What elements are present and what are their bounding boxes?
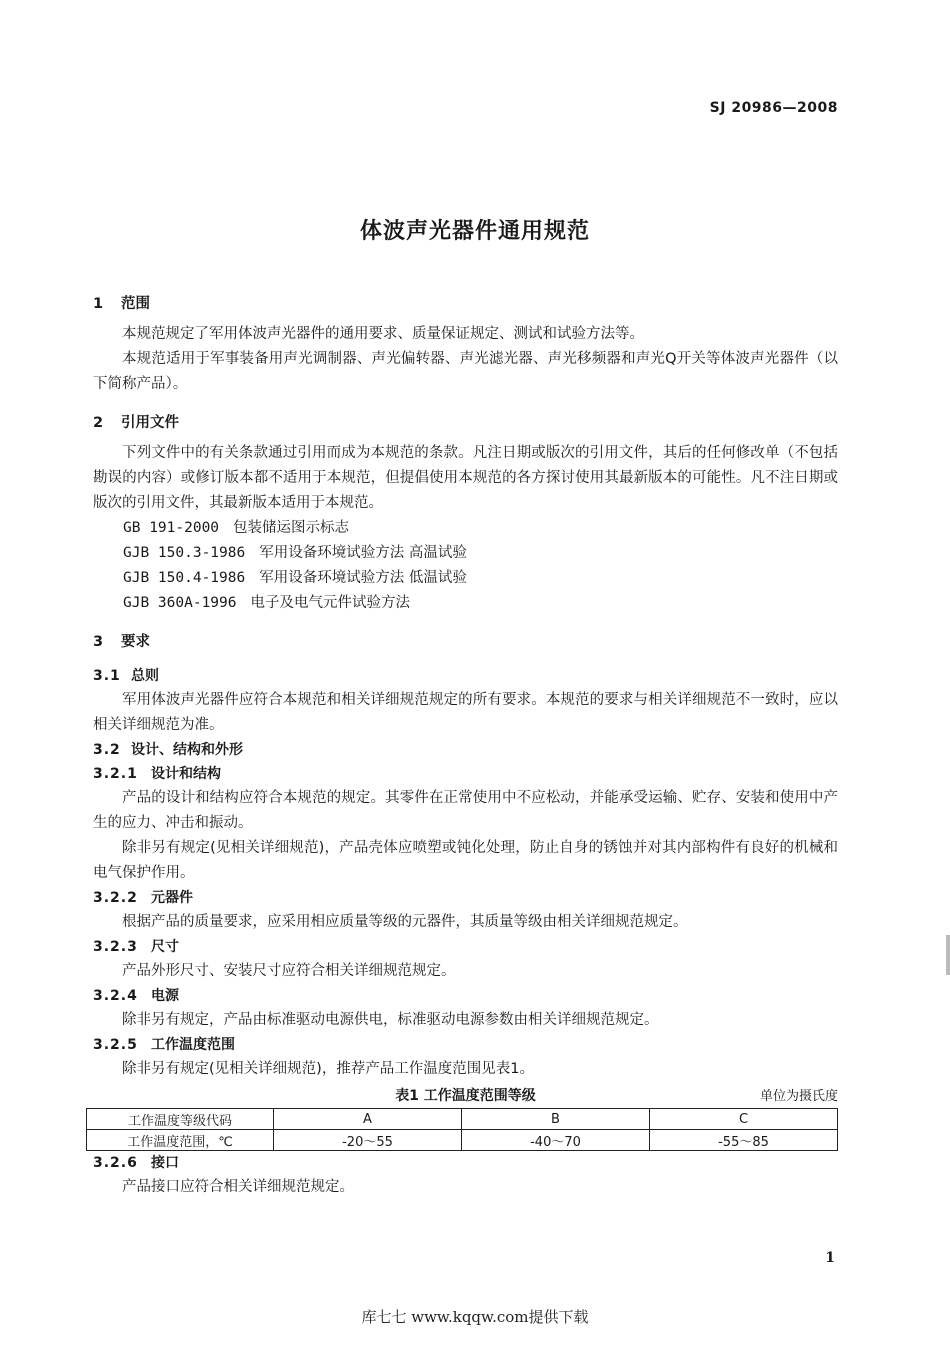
temperature-range-table — [86, 1108, 838, 1151]
subsection-number: 3.2.2 — [93, 890, 138, 906]
table-cell: B — [462, 1109, 650, 1130]
reference-name: 军用设备环境试验方法 高温试验 — [259, 545, 467, 561]
table-cell: -20～55 — [274, 1130, 462, 1151]
paragraph: 军用体波声光器件应符合本规范和相关详细规范规定的所有要求。本规范的要求与相关详细规范不一致时，应以相关详细规范为准。 — [93, 692, 838, 733]
table-row — [87, 1130, 838, 1151]
subsection-title: 工作温度范围 — [151, 1037, 235, 1053]
subsection-3-2-2-heading — [93, 886, 838, 910]
page-number: 1 — [825, 1250, 835, 1266]
table-title: 表1 工作温度范围等级 — [395, 1088, 536, 1104]
subsection-3-2-heading — [93, 738, 838, 762]
subsection-number: 3.2.1 — [93, 766, 138, 782]
paragraph: 除非另有规定(见相关详细规范)，推荐产品工作温度范围见表1。 — [122, 1061, 535, 1077]
subsection-title: 接口 — [151, 1155, 179, 1171]
document-body — [93, 292, 838, 1200]
reference-item — [93, 566, 838, 591]
table-cell: A — [274, 1109, 462, 1130]
subsection-title: 尺寸 — [151, 939, 179, 955]
subsection-3-2-5-heading — [93, 1033, 838, 1057]
subsection-3-2-6-heading — [93, 1151, 838, 1175]
section-title: 范围 — [121, 296, 150, 312]
subsection-3-2-4-heading — [93, 984, 838, 1008]
paragraph: 产品外形尺寸、安装尺寸应符合相关详细规范规定。 — [122, 963, 456, 979]
subsection-3-1-heading — [93, 664, 838, 688]
section-2-heading — [93, 411, 838, 435]
table-row-header: 工作温度等级代码 — [87, 1109, 274, 1130]
section-number: 1 — [93, 296, 104, 312]
paragraph: 本规范适用于军事装备用声光调制器、声光偏转器、声光滤光器、声光移频器和声光Q开关等体波声光器件（以下简称产品）。 — [93, 351, 838, 392]
paragraph: 产品的设计和结构应符合本规范的规定。其零件在正常使用中不应松动，并能承受运输、贮存、安装和使用中产生的应力、冲击和振动。 — [93, 790, 838, 831]
subsection-number: 3.2 — [93, 742, 121, 758]
table-cell: -55～85 — [650, 1130, 838, 1151]
table-cell: -40～70 — [462, 1130, 650, 1151]
subsection-title: 电源 — [151, 988, 179, 1004]
subsection-number: 3.2.3 — [93, 939, 138, 955]
scan-edge-mark — [946, 935, 950, 975]
subsection-3-2-1-heading — [93, 762, 838, 786]
subsection-title: 总则 — [131, 668, 159, 684]
paragraph: 除非另有规定，产品由标准驱动电源供电，标准驱动电源参数由相关详细规范规定。 — [122, 1012, 659, 1028]
subsection-number: 3.2.4 — [93, 988, 138, 1004]
reference-code: GJB 150.3-1986 — [123, 545, 246, 561]
section-number: 2 — [93, 415, 104, 431]
reference-item — [93, 516, 838, 541]
section-title: 要求 — [121, 634, 150, 650]
reference-code: GJB 150.4-1986 — [123, 570, 246, 586]
paragraph: 根据产品的质量要求，应采用相应质量等级的元器件，其质量等级由相关详细规范规定。 — [122, 914, 688, 930]
document-title: 体波声光器件通用规范 — [359, 219, 590, 244]
table-1-caption — [93, 1082, 838, 1108]
table-row-header: 工作温度范围，℃ — [87, 1130, 274, 1151]
subsection-number: 3.2.5 — [93, 1037, 138, 1053]
reference-code: GB 191-2000 — [123, 520, 220, 536]
paragraph: 下列文件中的有关条款通过引用而成为本规范的条款。凡注日期或版次的引用文件，其后的任何修改单（不包括勘误的内容）或修订版本都不适用于本规范，但提倡使用本规范的各方探讨使用其最新版本的可能性。凡不注日期或版次的引用文件，其最新版本适用于本规范。 — [93, 445, 838, 511]
section-title: 引用文件 — [121, 415, 179, 431]
subsection-number: 3.2.6 — [93, 1155, 138, 1171]
section-1-heading — [93, 292, 838, 316]
reference-code: GJB 360A-1996 — [123, 595, 237, 611]
subsection-number: 3.1 — [93, 668, 121, 684]
subsection-3-2-3-heading — [93, 935, 838, 959]
reference-name: 电子及电气元件试验方法 — [250, 595, 410, 611]
reference-name: 包装储运图示标志 — [233, 520, 350, 536]
section-number: 3 — [93, 634, 104, 650]
download-footer: 库七七 www.kqqw.com提供下载 — [361, 1308, 589, 1326]
paragraph: 产品接口应符合相关详细规范规定。 — [122, 1179, 354, 1195]
subsection-title: 设计和结构 — [151, 766, 221, 782]
reference-name: 军用设备环境试验方法 低温试验 — [259, 570, 467, 586]
reference-item — [93, 541, 838, 566]
section-3-heading — [93, 630, 838, 654]
paragraph: 除非另有规定(见相关详细规范)，产品壳体应喷塑或钝化处理，防止自身的锈蚀并对其内部构件有良好的机械和电气保护作用。 — [93, 840, 838, 881]
subsection-title: 元器件 — [151, 890, 193, 906]
subsection-title: 设计、结构和外形 — [131, 742, 243, 758]
reference-item — [93, 591, 838, 616]
table-row — [87, 1109, 838, 1130]
paragraph: 本规范规定了军用体波声光器件的通用要求、质量保证规定、测试和试验方法等。 — [122, 326, 644, 342]
table-cell: C — [650, 1109, 838, 1130]
standard-number: SJ 20986—2008 — [709, 100, 838, 116]
table-unit: 单位为摄氏度 — [759, 1089, 838, 1104]
